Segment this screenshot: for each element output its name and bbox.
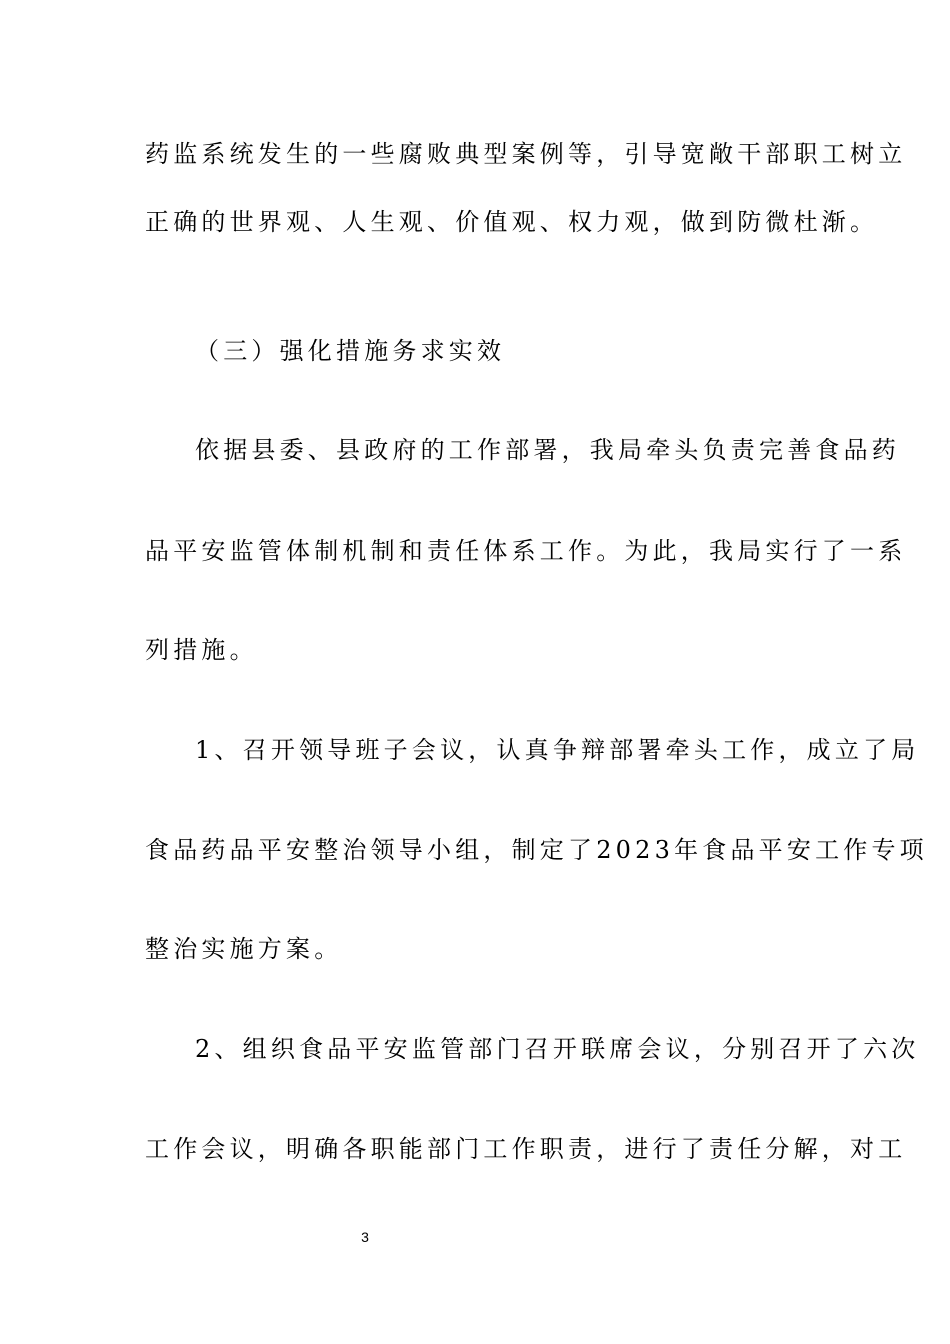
text-line-11: 工作会议，明确各职能部门工作职责，进行了责任分解，对工	[145, 1135, 907, 1163]
text-line-8: 食品药品平安整治领导小组，制定了2023年食品平安工作专项	[145, 836, 928, 864]
text-line-7: 1、召开领导班子会议，认真争辩部署牵头工作，成立了局	[195, 736, 920, 764]
section-heading: （三）强化措施务求实效	[195, 337, 506, 365]
text-line-9: 整治实施方案。	[145, 935, 343, 963]
text-line-10: 2、组织食品平安监管部门召开联席会议，分别召开了六次	[195, 1035, 920, 1063]
text-line-2: 正确的世界观、人生观、价值观、权力观，做到防微杜渐。	[145, 208, 879, 236]
text-line-5: 品平安监管体制机制和责任体系工作。为此，我局实行了一系	[145, 537, 907, 565]
text-line-1: 药监系统发生的一些腐败典型案例等，引导宽敞干部职工树立	[145, 140, 907, 168]
page-number: 3	[361, 1229, 369, 1245]
text-line-4: 依据县委、县政府的工作部署，我局牵头负责完善食品药	[195, 436, 900, 464]
text-line-6: 列措施。	[145, 636, 258, 664]
